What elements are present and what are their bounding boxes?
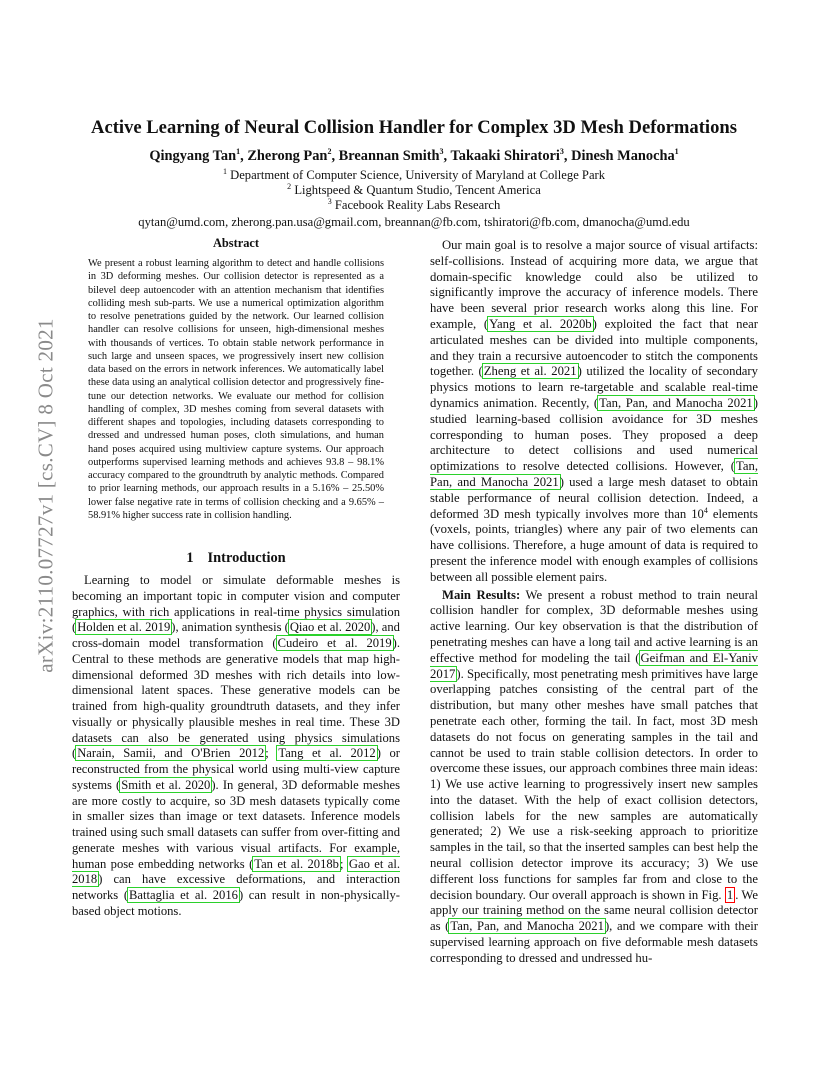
author-affiliation-mark: 1 (236, 147, 241, 157)
affiliation-line (60, 168, 768, 183)
text-run: ) or reconstructed from the physical world using multi-view capture systems ( (72, 746, 400, 792)
citation-link[interactable]: Tan et al. 2018b (254, 856, 339, 871)
author-list: Qingyang Tan$^1$, Zherong Pan$^2$, Breannan Smith$^3$, Takaaki Shiratori$^3$, Dinesh Manocha$^1$ (149, 147, 679, 164)
affiliation-text: Lightspeed & Quantum Studio, Tencent America (294, 183, 541, 198)
section-number: 1 (186, 550, 194, 566)
text-run: ), and we compare with their supervised learning approach on five deformable mesh datasets corresponding to dressed and undressed hu- (430, 919, 758, 965)
citation-link[interactable]: Holden et al. 2019 (77, 620, 171, 635)
author-affiliation-mark: 3 (559, 147, 564, 157)
intro-paragraph (430, 238, 758, 586)
author-name: Takaaki Shiratori (450, 148, 560, 164)
citation-link[interactable]: Tan, Pan, and Manocha 2021 (450, 919, 604, 934)
affiliation-block (60, 168, 768, 230)
text-run: . We apply our training method on the same neural collision detector as ( (430, 887, 758, 934)
author-affiliation-mark: 3 (439, 147, 444, 157)
citation-link[interactable]: Tan, Pan, and Manocha 2021 (430, 459, 758, 489)
text-run: ) can have excessive deformations, and interaction networks ( (72, 872, 400, 902)
affiliation-line (60, 198, 768, 213)
text-run: ) studied learning-based collision avoidance for 3D meshes corresponding to human poses. They proposed a deep architecture to detect collisions and used numerical optimizations to resolve detected collisions. However, ( (430, 395, 758, 474)
citation-link[interactable]: Battaglia et al. 2016 (129, 888, 238, 902)
arxiv-identifier (22, 300, 70, 690)
text-run: ; (265, 746, 278, 761)
affiliation-text: Department of Computer Science, University of Maryland at College Park (230, 168, 606, 182)
citation-link[interactable]: Yang et al. 2020b (489, 316, 592, 331)
text-run: We present a robust method to train neural collision handler for complex, 3D deformable meshes using active learning. Our key observation is that the distribution of penetrating meshes can have a long tail and active learning is an effective method for modeling the tail ( (430, 587, 758, 665)
affiliation-line (60, 183, 768, 198)
figure-reference-link[interactable]: 1 (726, 887, 734, 902)
text-run: elements (voxels, points, triangles) where any pair of two elements can have collisions. Therefore, a huge amount of data is required to present the inference model with enough examples of collisions between all possible element pairs. (430, 506, 758, 584)
citation-link[interactable]: Cudeiro et al. 2019 (277, 636, 392, 650)
right-column (430, 238, 758, 967)
affiliation-mark: 3 (327, 197, 332, 207)
paper-title: Active Learning of Neural Collision Handler for Complex 3D Mesh Deformations (91, 117, 737, 138)
text-run: ) exploited the fact that near articulated meshes can be divided into multiple components, and they train a recursive autoencoder to stitch the components together. ( (430, 316, 758, 379)
citation-link[interactable]: Geifman and El-Yaniv 2017 (430, 650, 758, 681)
citation-link[interactable]: Tan, Pan, and Manocha 2021 (599, 395, 753, 410)
author-name: Qingyang Tan (149, 148, 237, 164)
author-affiliation-mark: 1 (674, 147, 679, 157)
intro-paragraph (72, 573, 400, 920)
citation-link[interactable]: Smith et al. 2020 (121, 777, 211, 792)
text-run: ), animation synthesis ( (171, 620, 289, 635)
citation-link[interactable]: Gao et al. 2018 (72, 856, 400, 887)
text-run: ), and cross-domain model transformation ( (72, 620, 400, 650)
text-run: ). In general, 3D deformable meshes are more costly to acquire, so 3D mesh datasets typically come in smaller sizes than image or text datasets. Inference models trained using such small datasets can suffer from over-fitting and generate meshes with various visual artifacts. For example, human pose embedding networks ( (72, 777, 400, 871)
citation-link[interactable]: Qiao et al. 2020 (289, 620, 371, 635)
text-run: Our main goal is to resolve a major source of visual artifacts: self-collisions. Instead of acquiring more data, we argue that domain-specific knowledge could also be utilized to significantly improve the accuracy of inference models. There have been several prior research works along this line. For example, ( (430, 238, 758, 331)
exponent: 4 (703, 505, 708, 515)
arxiv-identifier-text: arXiv:2110.07727v1 [cs.CV] 8 Oct 2021 (33, 317, 58, 673)
left-column (72, 236, 400, 920)
citation-link[interactable]: Zheng et al. 2021 (483, 364, 577, 379)
section-heading (72, 550, 400, 567)
text-run: ) can result in non-physically-based object motions. (72, 888, 401, 918)
author-affiliation-mark: 2 (327, 147, 332, 157)
text-run: Learning to model or simulate deformable meshes is becoming an important topic in computer vision and computer graphics, with rich applications in real-time physics simulation ( (72, 573, 400, 635)
section-title-text: Introduction (207, 550, 286, 566)
paragraph-lead: Main Results: (442, 587, 521, 602)
main-results-paragraph (430, 588, 758, 967)
author-name: Breannan Smith (338, 148, 440, 164)
affiliation-mark: 2 (287, 182, 292, 192)
affiliation-mark: 1 (222, 166, 227, 176)
abstract-heading: Abstract (212, 236, 260, 250)
text-run: ; (339, 856, 348, 871)
author-name: Zherong Pan (247, 148, 328, 164)
affiliation-text: Facebook Reality Labs Research (334, 198, 501, 213)
text-run: ) utilized the locality of secondary physics motions to learn re-targetable and scalable real-time dynamics animation. Recently, ( (430, 364, 759, 410)
text-run: ). Central to these methods are generative models that map high-dimensional deformed 3D meshes with rich details into low-dimensional latent spaces. These generative models can be trained from high-quality groundtruth datasets, and they infer visually or physically plausible meshes in real time. These 3D datasets can also be generated using physics simulations ( (72, 636, 400, 761)
author-emails: qytan@umd.com, zherong.pan.usa@gmail.com, breannan@fb.com, tshiratori@fb.com, dmanocha@umd.edu (138, 214, 690, 229)
text-run: ) used a large mesh dataset to obtain stable performance of neural collision detection. Indeed, a deformed 3D mesh typically involves more than 10 (430, 474, 759, 521)
text-run: ). Specifically, most penetrating mesh primitives have large overlapping patches consisting of the central part of the distribution, but many other meshes have small patches that penetrate each other, forming the tail. In fact, most 3D mesh datasets do not focus on generating samples in the tail and cannot be used to train stable collision detectors. In order to overcome these issues, our approach combines three main ideas: 1) We use active learning to progressively insert new samples into the dataset. With the help of exact collision detectors, collision labels for the new samples are automatically generated; 2) We use a risk-seeking approach to prioritize samples in the tail, so that the inserted samples can best help the neural collision detector improve its accuracy; 3) We use different loss functions for samples far from and close to the decision boundary. Our overall approach is shown in Fig. (430, 666, 758, 902)
author-name: Dinesh Manocha (571, 148, 675, 164)
citation-link[interactable]: Narain, Samii, and O'Brien 2012 (77, 746, 265, 761)
abstract-text: We present a robust learning algorithm to detect and handle collisions in 3D deforming meshes. Our collision detector is represented as a bilevel deep autoencoder with an attention mechanism that identifies colliding mesh sub-parts. We use a numerical optimization algorithm to resolve penetrations guided by the network. Our learned collision handler can resolve collisions for unseen, high-dimensional meshes with thousands of vertices. To obtain stable network performance in such large and unseen spaces, we progressively insert new collision data based on the errors in network inferences. We automatically label these data using an analytical collision detector and progressively fine-tune our detection networks. We evaluate our method for collision handling of complex, 3D meshes coming from several datasets with different shapes and topologies, including datasets corresponding to dressed and undressed human poses, cloth simulations, and human hand poses acquired using multiview capture systems. Our approach outperforms supervised learning methods and achieves 93.8 – 98.1% accuracy compared to the groundtruth by analytic methods. Compared to prior learning methods, our approach results in a 5.16% – 25.50% lower false negative rate in terms of collision checking and a 9.65% – 58.91% higher success rate in collision handling. (88, 258, 384, 521)
citation-link[interactable]: Tang et al. 2012 (278, 746, 376, 761)
